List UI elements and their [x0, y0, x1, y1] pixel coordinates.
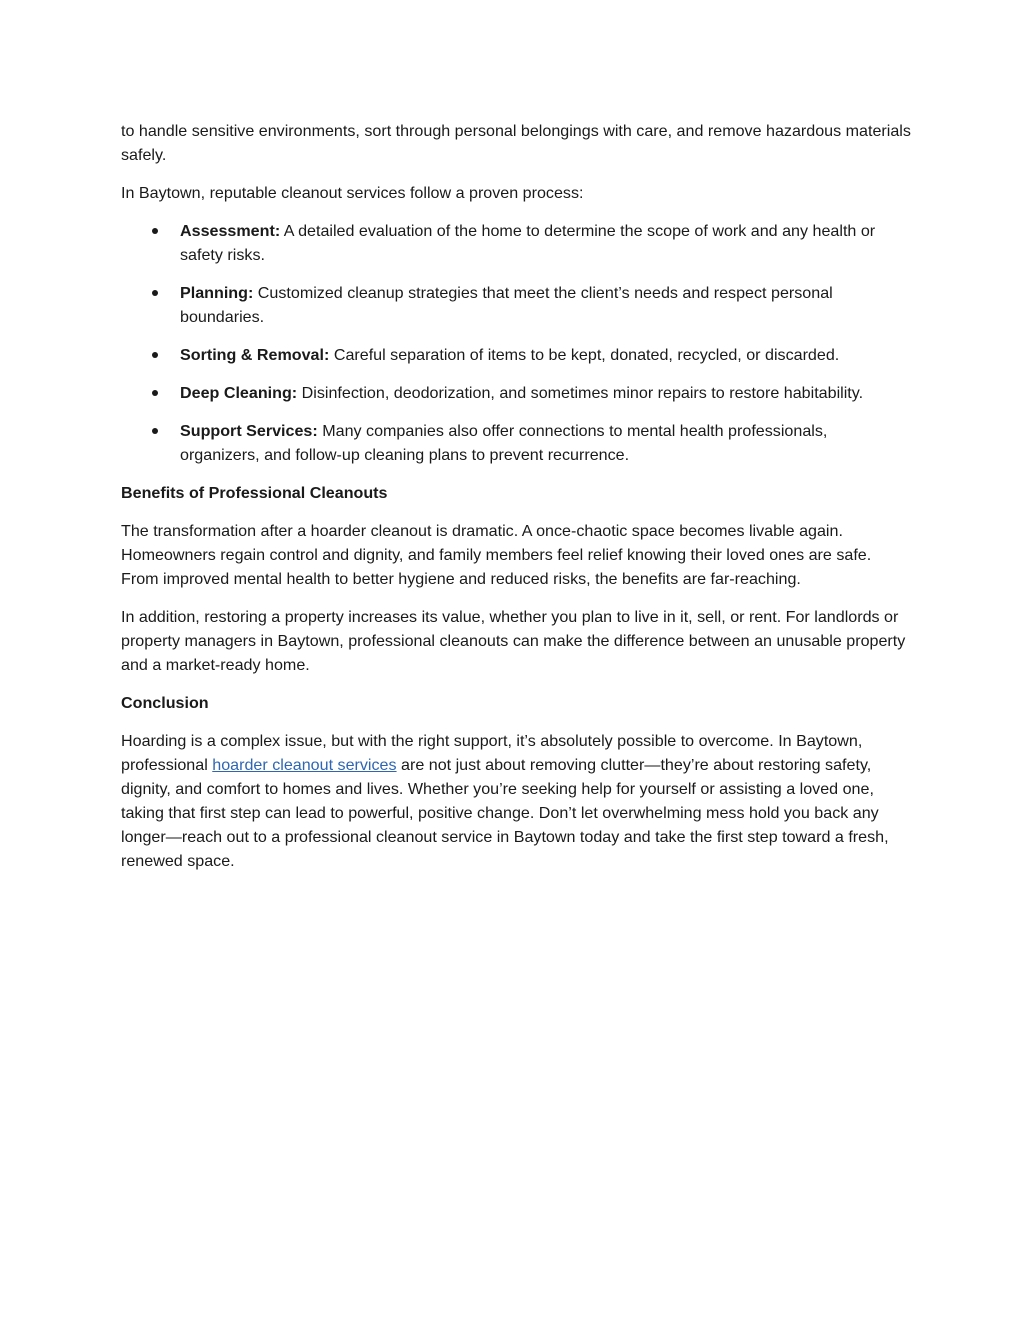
- process-intro-paragraph: In Baytown, reputable cleanout services follow a proven process:: [121, 184, 584, 202]
- bullet-icon: [152, 290, 158, 296]
- list-item: [121, 219, 911, 267]
- bullet-icon: [152, 352, 158, 358]
- process-steps-list: [121, 219, 911, 467]
- benefits-heading: Benefits of Professional Cleanouts: [121, 484, 388, 502]
- bullet-icon: [152, 428, 158, 434]
- benefits-paragraph-2: In addition, restoring a property increases its value, whether you plan to live in it, sell, or rent. For landlords or property managers in Baytown, professional cleanouts can make the difference between an unusable property and a market-ready home.: [121, 608, 906, 674]
- list-item: [121, 343, 911, 367]
- conclusion-heading: Conclusion: [121, 694, 209, 712]
- conclusion-text-after-link: are not just about removing clutter—they’re about restoring safety, dignity, and comfort to homes and lives. Whether you’re seeking help for yourself or assisting a loved one, taking that first step can lead to powerful, positive change. Don’t let overwhelming mess hold you back any longer—reach out to a professional cleanout service in Baytown today and take the first step toward a fresh, renewed space.: [121, 756, 889, 870]
- intro-continuation-paragraph: to handle sensitive environments, sort through personal belongings with care, and remove hazardous materials safely.: [121, 122, 911, 164]
- conclusion-paragraph: [121, 729, 911, 873]
- step-description: Disinfection, deodorization, and sometimes minor repairs to restore habitability.: [297, 384, 864, 402]
- conclusion-text-before-link: Hoarding is a complex issue, but with the right support, it’s absolutely possible to overcome. In Baytown, professional: [121, 732, 863, 774]
- bullet-icon: [152, 390, 158, 396]
- list-item: [121, 381, 911, 405]
- benefits-paragraph-1: The transformation after a hoarder cleanout is dramatic. A once-chaotic space becomes livable again. Homeowners regain control and dignity, and family members feel relief knowing their loved ones are safe. From improved mental health to better hygiene and reduced risks, the benefits are far-reaching.: [121, 522, 872, 588]
- step-description: A detailed evaluation of the home to determine the scope of work and any health or safety risks.: [180, 222, 876, 264]
- step-term: Deep Cleaning:: [180, 384, 298, 402]
- hoarder-cleanout-services-link[interactable]: hoarder cleanout services: [212, 756, 397, 774]
- step-term: Support Services:: [180, 422, 318, 440]
- document-page: [121, 119, 911, 887]
- step-description: Customized cleanup strategies that meet the client’s needs and respect personal boundaries.: [180, 284, 833, 326]
- step-term: Planning:: [180, 284, 254, 302]
- step-description: Many companies also offer connections to mental health professionals, organizers, and follow-up cleaning plans to prevent recurrence.: [180, 422, 828, 464]
- bullet-icon: [152, 228, 158, 234]
- step-term: Assessment:: [180, 222, 281, 240]
- list-item: [121, 419, 911, 467]
- step-description: Careful separation of items to be kept, donated, recycled, or discarded.: [329, 346, 840, 364]
- list-item: [121, 281, 911, 329]
- step-term: Sorting & Removal:: [180, 346, 330, 364]
